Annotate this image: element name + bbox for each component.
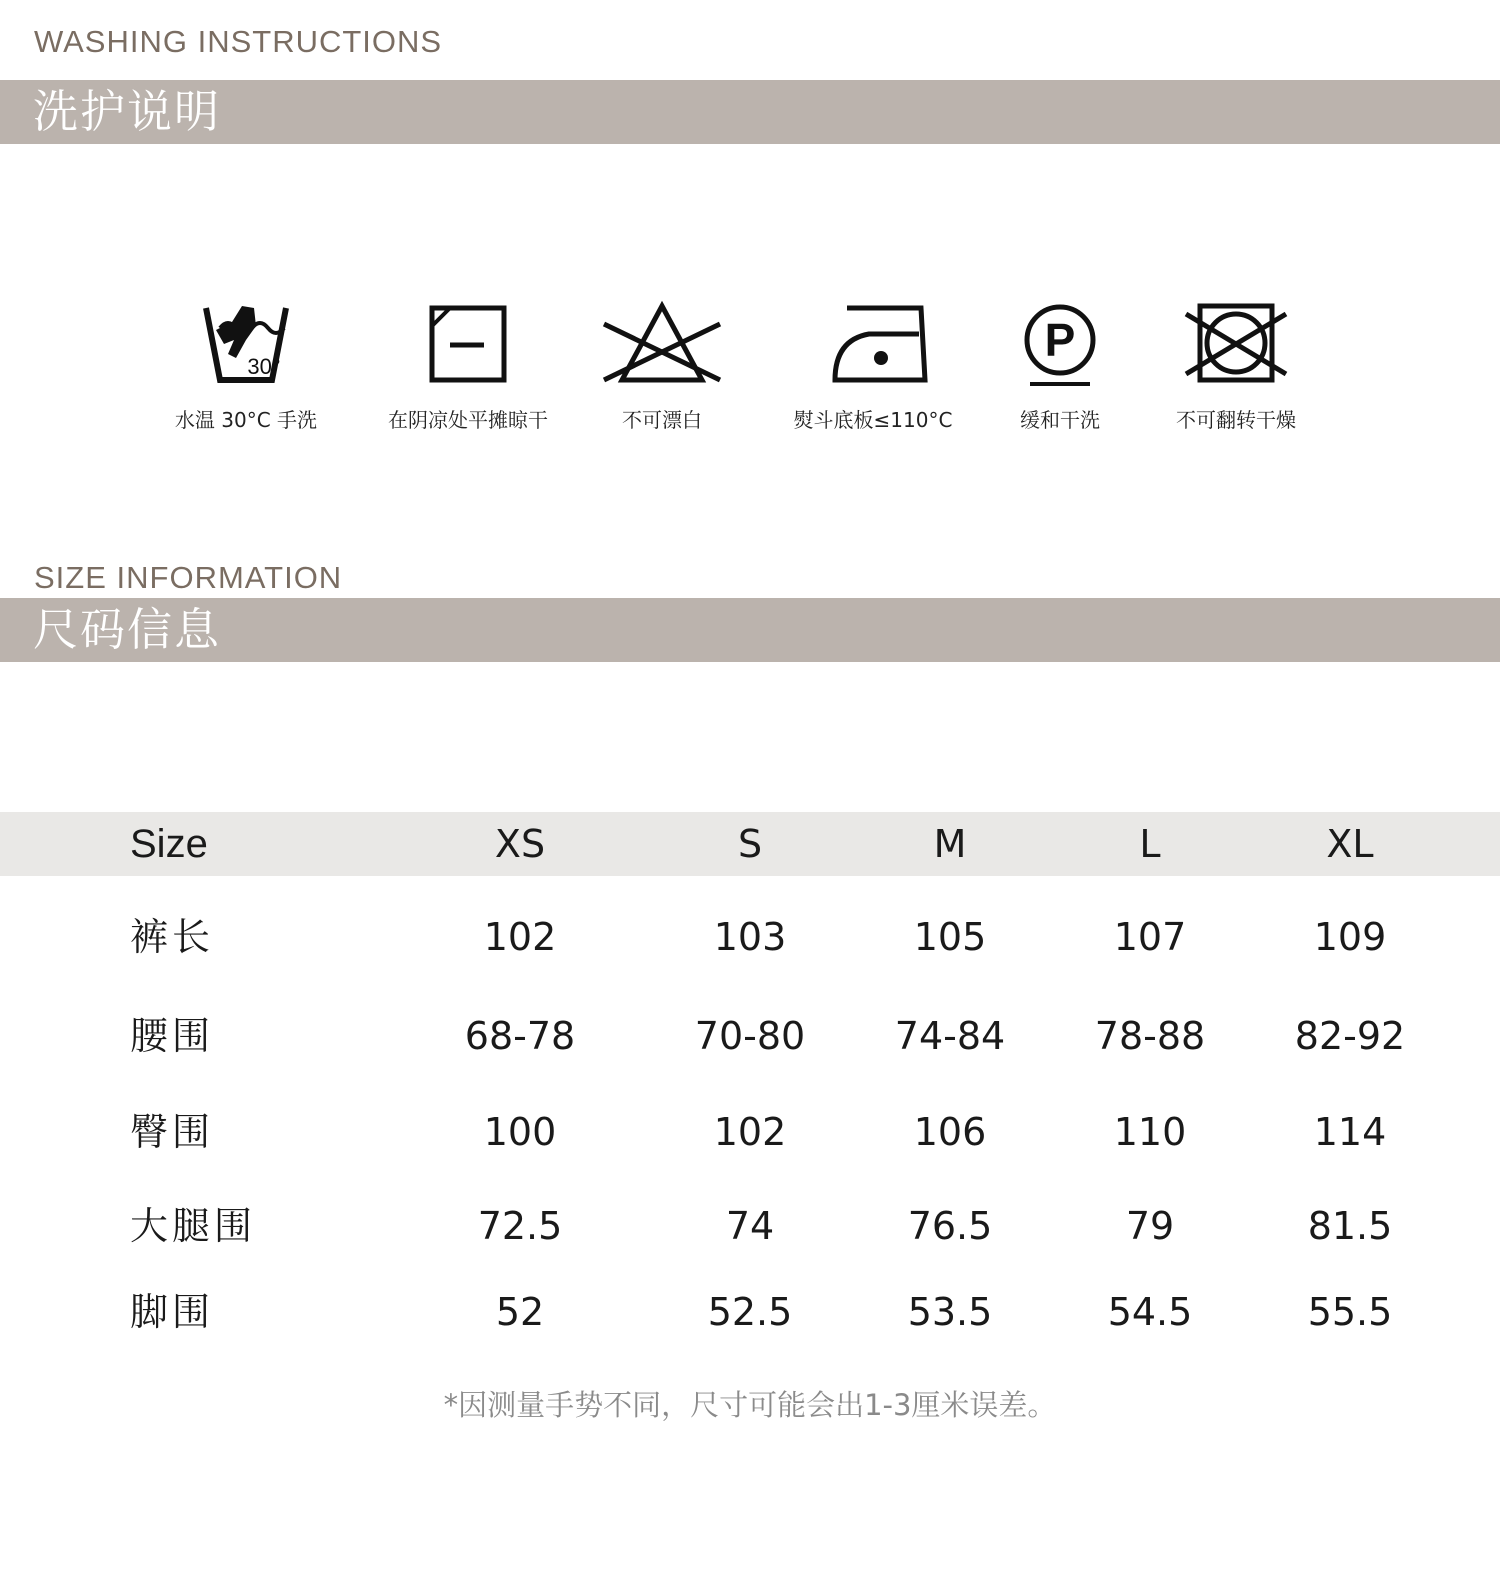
header-xs: XS bbox=[494, 822, 546, 866]
care-label-dry-clean: 缓和干洗 bbox=[1020, 408, 1100, 432]
row-label-ankle: 脚围 bbox=[130, 1290, 215, 1334]
care-item-dry-flat bbox=[358, 300, 578, 433]
table-cell: 107 bbox=[1113, 915, 1187, 959]
care-item-no-tumble bbox=[1126, 300, 1346, 433]
row-label-waist: 腰围 bbox=[130, 1014, 215, 1058]
header-m: M bbox=[933, 822, 967, 866]
table-cell: 55.5 bbox=[1307, 1290, 1393, 1334]
table-cell: 72.5 bbox=[477, 1204, 563, 1248]
table-cell: 76.5 bbox=[907, 1204, 993, 1248]
table-cell: 106 bbox=[913, 1110, 987, 1154]
table-cell: 52.5 bbox=[707, 1290, 793, 1334]
care-label-dry-flat: 在阴凉处平摊晾干 bbox=[388, 408, 548, 432]
do-not-tumble-dry-icon bbox=[1166, 300, 1306, 392]
iron-low-icon bbox=[803, 300, 943, 392]
dry-clean-badge: P bbox=[1044, 314, 1076, 366]
table-cell: 103 bbox=[713, 915, 787, 959]
row-label-length: 裤长 bbox=[130, 915, 215, 959]
row-label-thigh: 大腿围 bbox=[130, 1204, 257, 1248]
table-cell: 74 bbox=[725, 1204, 775, 1248]
table-cell: 70-80 bbox=[694, 1014, 806, 1058]
size-eyebrow: SIZE INFORMATION bbox=[34, 560, 343, 595]
table-cell: 81.5 bbox=[1307, 1204, 1393, 1248]
table-cell: 79 bbox=[1125, 1204, 1175, 1248]
table-cell: 114 bbox=[1313, 1110, 1387, 1154]
header-s: S bbox=[737, 822, 763, 866]
size-table-header bbox=[0, 812, 1500, 876]
table-cell: 68-78 bbox=[464, 1014, 576, 1058]
table-cell: 109 bbox=[1313, 915, 1387, 959]
dry-flat-shade-icon bbox=[398, 300, 538, 392]
table-cell: 52 bbox=[495, 1290, 545, 1334]
table-cell: 78-88 bbox=[1094, 1014, 1206, 1058]
table-cell: 100 bbox=[483, 1110, 557, 1154]
hand-wash-badge: 30° bbox=[247, 354, 281, 379]
hand-wash-30-icon bbox=[176, 300, 316, 392]
do-not-bleach-icon bbox=[592, 300, 732, 392]
table-cell: 74-84 bbox=[894, 1014, 1006, 1058]
care-item-no-bleach bbox=[552, 300, 772, 433]
gentle-dry-clean-p-icon bbox=[990, 300, 1130, 392]
header-l: L bbox=[1139, 822, 1161, 866]
washing-title-band bbox=[0, 80, 1500, 144]
table-cell: 82-92 bbox=[1294, 1014, 1406, 1058]
care-label-no-tumble: 不可翻转干燥 bbox=[1176, 408, 1296, 432]
washing-title: 洗护说明 bbox=[33, 85, 222, 138]
size-title: 尺码信息 bbox=[33, 603, 222, 656]
table-cell: 102 bbox=[713, 1110, 787, 1154]
header-xl: XL bbox=[1326, 822, 1374, 866]
care-item-hand-wash bbox=[136, 300, 356, 433]
care-label-iron: 熨斗底板≤110°C bbox=[793, 408, 953, 432]
size-title-band bbox=[0, 598, 1500, 662]
table-cell: 102 bbox=[483, 915, 557, 959]
row-label-hip: 臀围 bbox=[130, 1110, 215, 1154]
table-cell: 53.5 bbox=[907, 1290, 993, 1334]
care-label-no-bleach: 不可漂白 bbox=[622, 408, 702, 432]
header-size: Size bbox=[130, 822, 208, 866]
washing-eyebrow: WASHING INSTRUCTIONS bbox=[34, 24, 443, 59]
measurement-note: *因测量手势不同，尺寸可能会出1-3厘米误差。 bbox=[443, 1388, 1057, 1422]
table-cell: 110 bbox=[1113, 1110, 1187, 1154]
care-label-hand-wash: 水温 30°C 手洗 bbox=[174, 408, 318, 432]
table-cell: 54.5 bbox=[1107, 1290, 1193, 1334]
table-cell: 105 bbox=[913, 915, 987, 959]
